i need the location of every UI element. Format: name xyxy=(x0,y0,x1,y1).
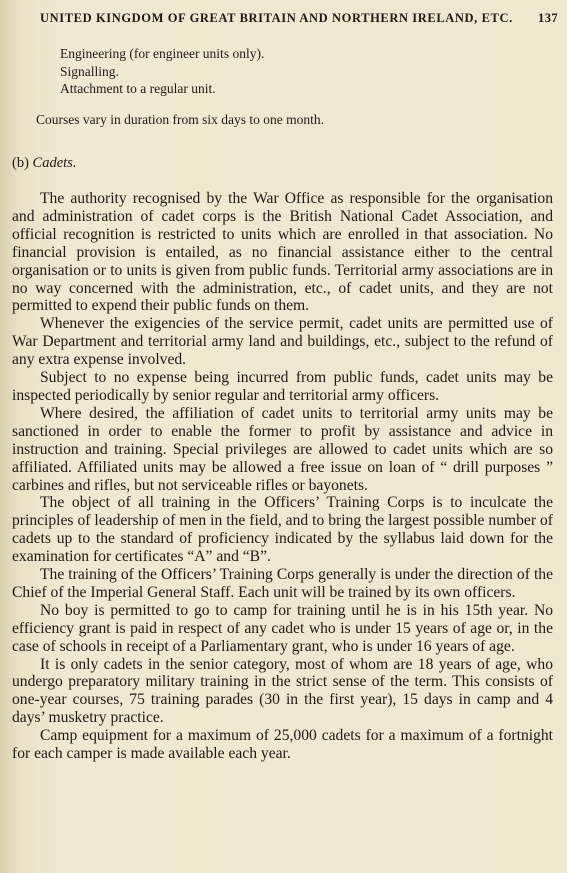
training-units-list xyxy=(60,45,264,98)
paragraph: Camp equipment for a maximum of 25,000 cadets for a maximum of a fortnight for each camper is made available each year. xyxy=(12,727,553,763)
page-number: 137 xyxy=(538,11,558,25)
body-text xyxy=(12,190,553,763)
paragraph: It is only cadets in the senior category, most of whom are 18 years of age, who undergo preparatory military training in the strict sense of the term. This consists of one-year courses, 75 training parades (30 in the first year), 15 days in camp and 4 days’ musketry practice. xyxy=(12,655,553,727)
paragraph: Subject to no expense being incurred from public funds, cadet units may be inspected periodically by senior regular and territorial army officers. xyxy=(12,369,553,404)
paragraph: The training of the Officers’ Training Corps generally is under the direction of the Chief of the Imperial General Staff. Each unit will be trained by its own officers. xyxy=(12,566,553,601)
paragraph: Where desired, the affiliation of cadet units to territorial army units may be sanctioned in order to enable the former to profit by assistance and advice in instruction and training. Special privileges are allowed to cadet units which are so affiliated. Affiliated units may be allowed a free issue on loan of “ drill purposes ” carbines and rifles, but not serviceable rifles or bayonets. xyxy=(12,404,553,494)
section-heading xyxy=(12,155,76,172)
list-item: Signalling. xyxy=(60,63,119,79)
section-prefix: (b) xyxy=(12,155,29,171)
paragraph: Whenever the exigencies of the service permit, cadet units are permitted use of War Department and territorial army land and buildings, etc., subject to the refund of any extra expense involved. xyxy=(12,315,553,369)
running-header xyxy=(40,11,558,26)
section-title: Cadets. xyxy=(32,155,77,171)
paragraph: No boy is permitted to go to camp for training until he is in his 15th year. No efficiency grant is paid in respect of any cadet who is under 15 years of age or, in the case of schools in receipt of a Parliamentary grant, who is under 16 years of age. xyxy=(12,601,553,655)
paragraph: The authority recognised by the War Office as responsible for the organisation and administration of cadet corps is the British National Cadet Association, and official recognition is restricted to units which are enrolled in that association. No financial provision is entailed, as no financial assistance either to the central organisation or to units is given from public funds. Territorial army associations are in no way concerned with the administration, etc., of cadet units, and they are not permitted to expend their public funds on them. xyxy=(12,190,553,315)
paragraph: The object of all training in the Officers’ Training Corps is to inculcate the principles of leadership of men in the field, and to bring the largest possible number of cadets up to the standard of proficiency indicated by the syllabus laid down for the examination for certificates “A” and “B”. xyxy=(12,494,553,566)
list-item: Engineering (for engineer units only). xyxy=(60,46,265,61)
list-item: Attachment to a regular unit. xyxy=(60,81,216,96)
course-duration-note: Courses vary in duration from six days to one month. xyxy=(36,112,324,127)
header-title: UNITED KINGDOM OF GREAT BRITAIN AND NORTHERN IRELAND, ETC. xyxy=(40,11,513,25)
